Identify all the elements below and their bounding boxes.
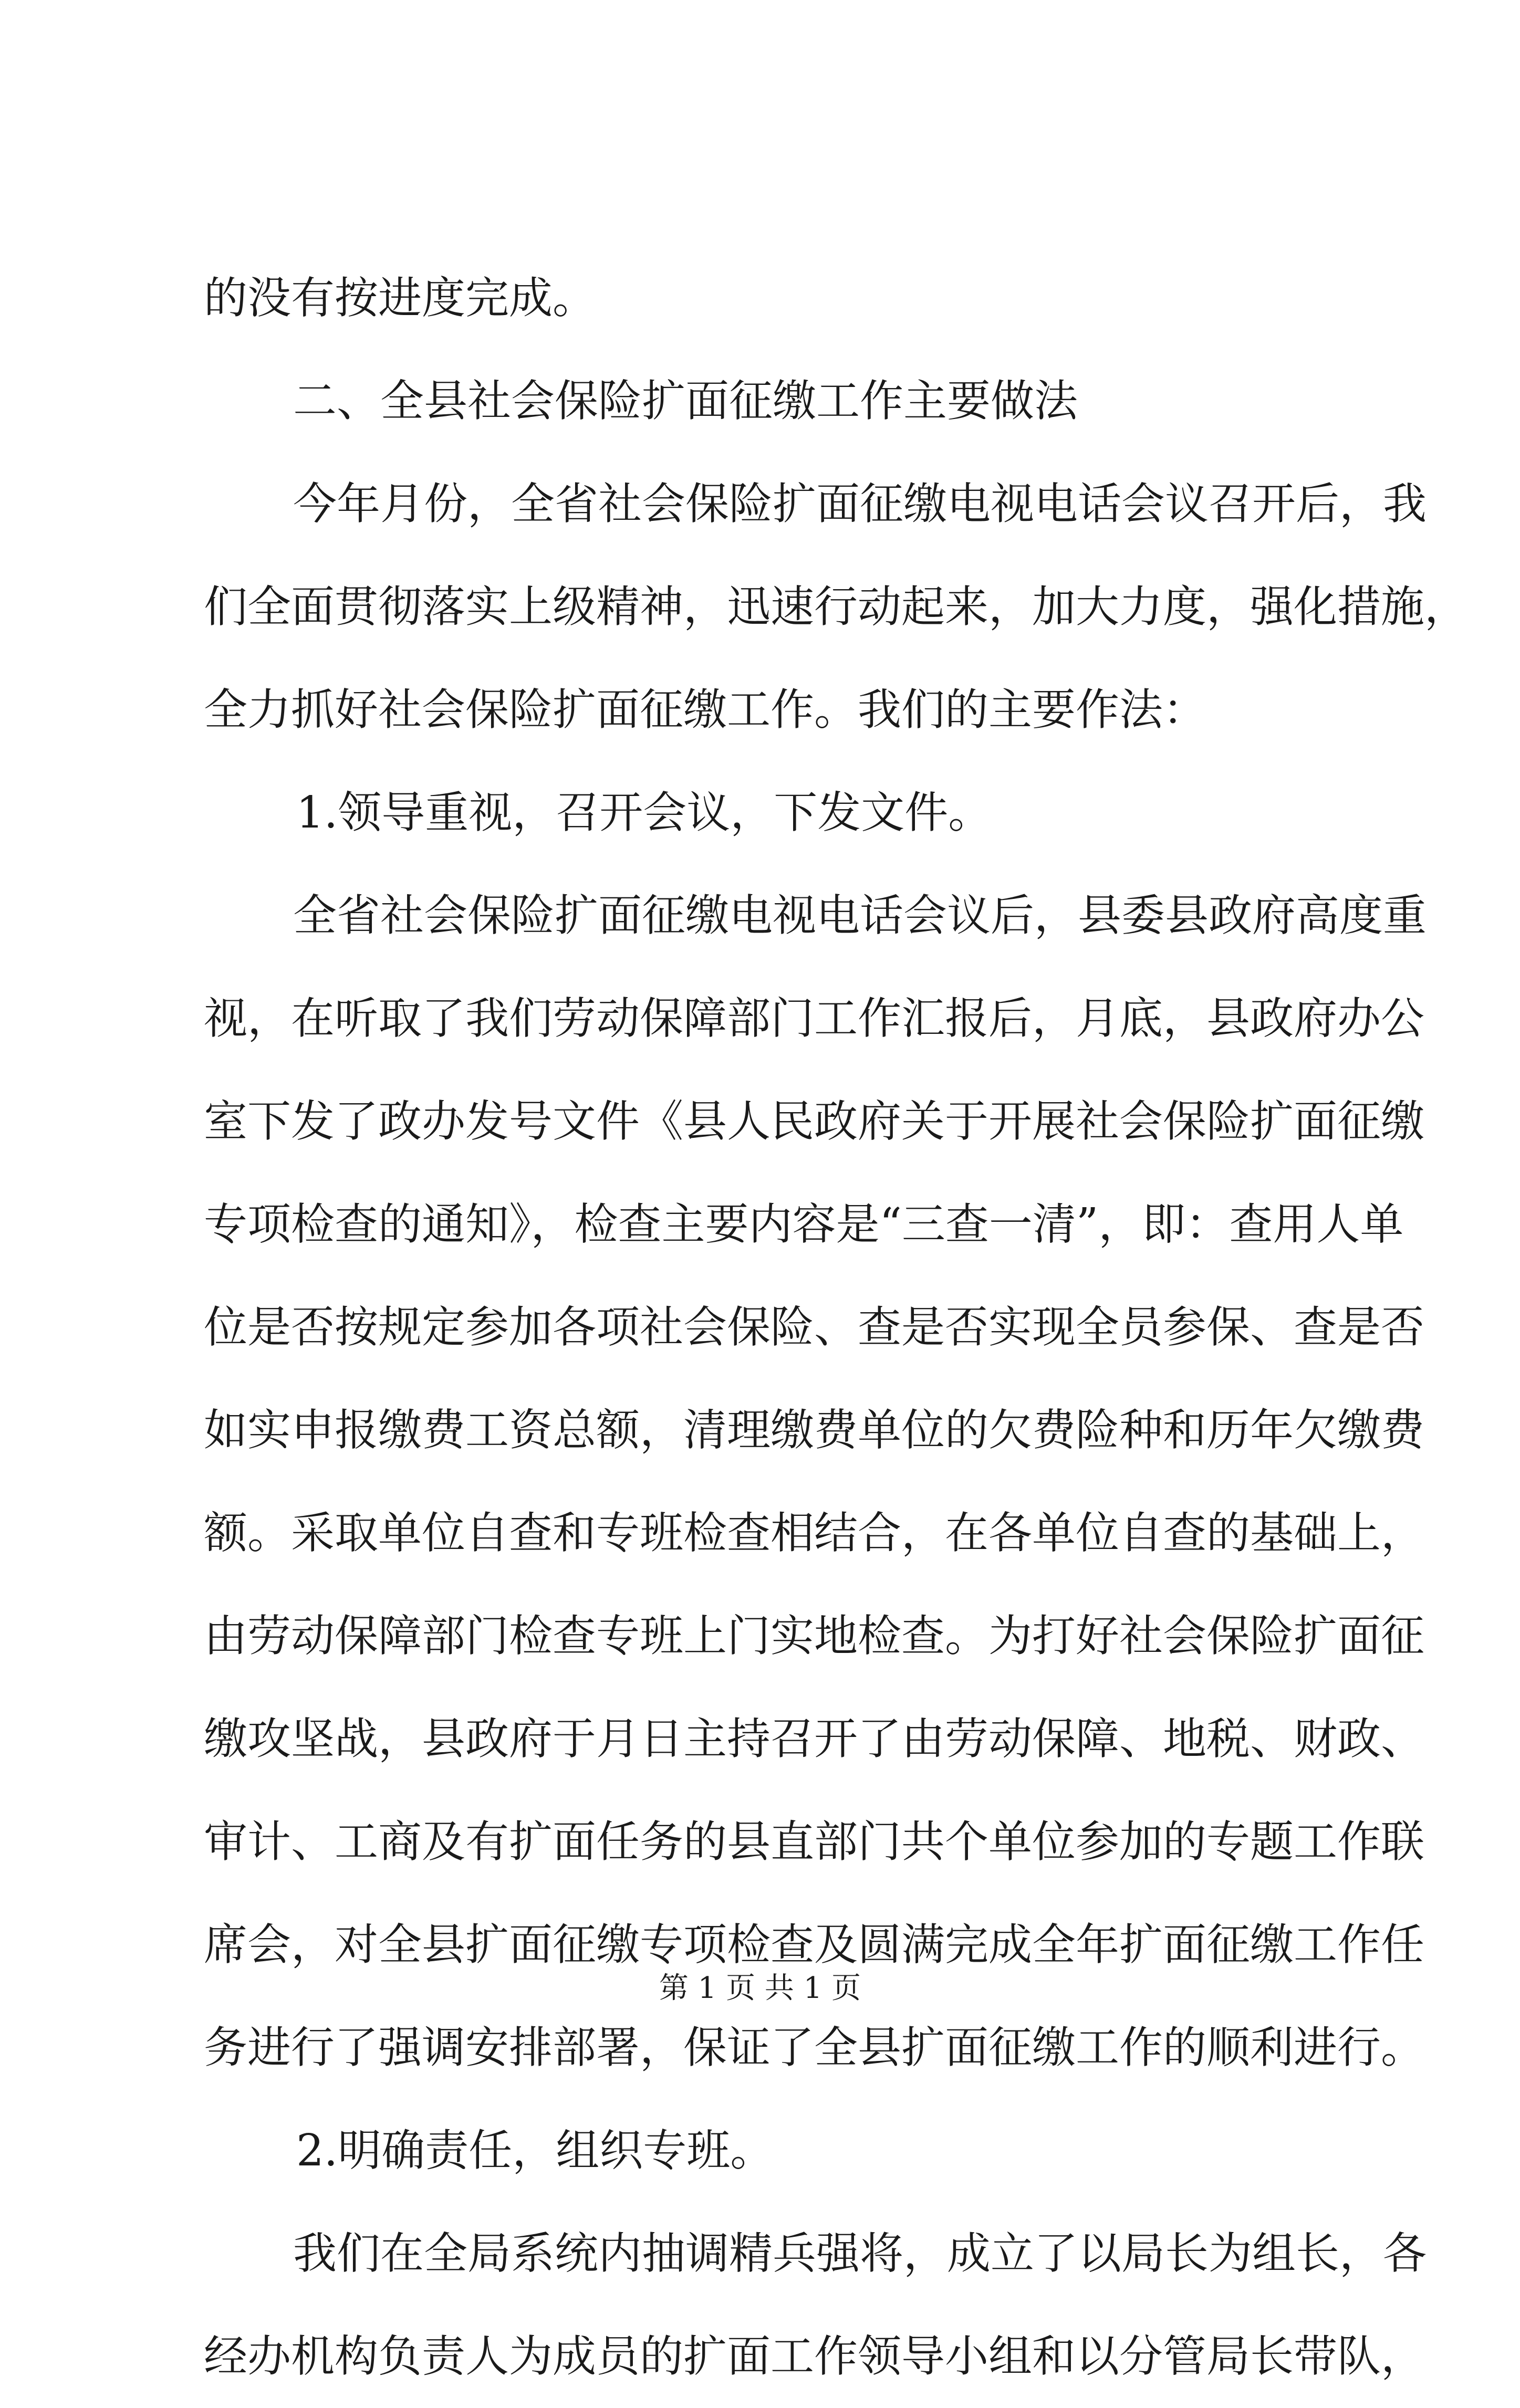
body-line: 们全面贯彻落实上级精神，迅速行动起来，加大力度，强化措施，	[204, 581, 1468, 632]
body-line: 位是否按规定参加各项社会保险、查是否实现全员参保、查是否	[204, 1302, 1424, 1353]
body-line: 的没有按进度完成。	[204, 273, 596, 323]
body-line: 如实申报缴费工资总额，清理缴费单位的欠费险种和历年欠缴费	[204, 1405, 1424, 1456]
subsection-heading: 2.明确责任，组织专班。	[296, 2125, 774, 2176]
body-line: 今年月份，全省社会保险扩面征缴电视电话会议召开后，我	[293, 478, 1427, 529]
body-line: 我们在全局系统内抽调精兵强将，成立了以局长为组长，各	[293, 2228, 1427, 2279]
body-line: 审计、工商及有扩面任务的县直部门共个单位参加的专题工作联	[204, 1816, 1424, 1867]
body-line: 额。采取单位自查和专班检查相结合，在各单位自查的基础上，	[204, 1507, 1424, 1558]
body-line: 由劳动保障部门检查专班上门实地检查。为打好社会保险扩面征	[204, 1610, 1424, 1661]
body-line: 全力抓好社会保险扩面征缴工作。我们的主要作法：	[204, 684, 1206, 735]
body-line: 全省社会保险扩面征缴电视电话会议后，县委县政府高度重	[293, 890, 1427, 941]
page-footer: 第 1 页 共 1 页	[659, 1971, 861, 2005]
body-line: 席会，对全县扩面征缴专项检查及圆满完成全年扩面征缴工作任	[204, 1919, 1424, 1970]
document-body	[204, 247, 1468, 2408]
body-line: 视，在听取了我们劳动保障部门工作汇报后，月底，县政府办公	[204, 993, 1424, 1044]
subsection-heading: 1.领导重视，召开会议，下发文件。	[296, 787, 992, 838]
body-line: 务进行了强调安排部署，保证了全县扩面征缴工作的顺利进行。	[204, 2022, 1424, 2073]
body-line: 经办机构负责人为成员的扩面工作领导小组和以分管局长带队，	[204, 2331, 1424, 2382]
body-line: 缴攻坚战，县政府于月日主持召开了由劳动保障、地税、财政、	[204, 1713, 1424, 1764]
body-line: 室下发了政办发号文件《县人民政府关于开展社会保险扩面征缴	[204, 1096, 1424, 1147]
body-line: 专项检查的通知》，检查主要内容是“三查一清”，即：查用人单	[204, 1199, 1404, 1250]
section-heading: 二、全县社会保险扩面征缴工作主要做法	[293, 375, 1078, 426]
